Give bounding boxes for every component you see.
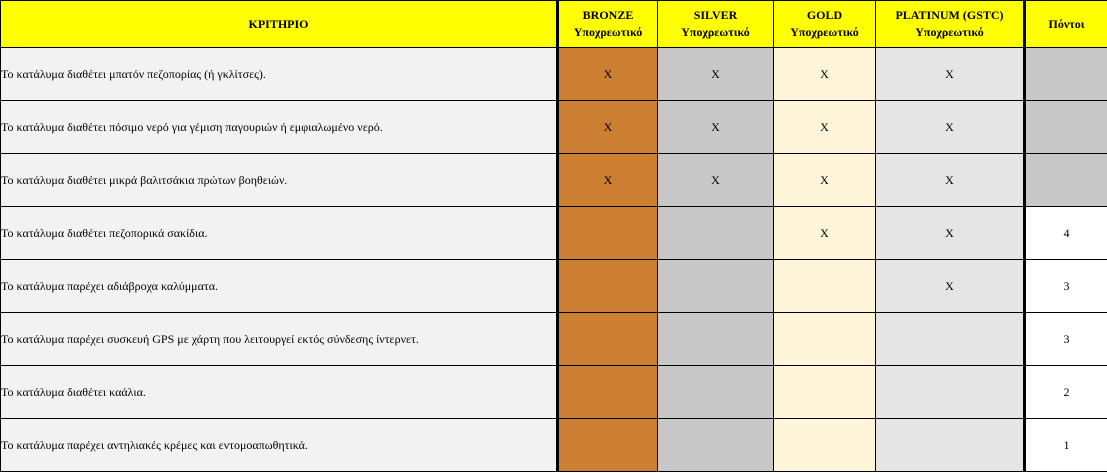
table-row (1, 48, 1107, 101)
table-row (1, 207, 1107, 260)
gold-cell (774, 313, 876, 366)
header-points: Πόντοι (1025, 1, 1107, 48)
points-cell: 2 (1025, 366, 1107, 419)
platinum-cell (876, 419, 1025, 472)
header-silver-mandatory: Υποχρεωτικό (681, 25, 750, 39)
header-bronze (558, 1, 658, 48)
table-row (1, 101, 1107, 154)
header-silver (658, 1, 774, 48)
table-row (1, 313, 1107, 366)
points-cell: 4 (1025, 207, 1107, 260)
header-platinum-mandatory: Υποχρεωτικό (915, 25, 984, 39)
criterion-cell: Το κατάλυμα παρέχει αντηλιακές κρέμες και εντομοαπωθητικά. (1, 419, 558, 472)
silver-cell (658, 419, 774, 472)
bronze-cell (558, 260, 658, 313)
points-cell: 3 (1025, 313, 1107, 366)
criterion-cell: Το κατάλυμα διαθέτει μικρά βαλιτσάκια πρώτων βοηθειών. (1, 154, 558, 207)
gold-cell: X (774, 48, 876, 101)
header-bronze-label: BRONZE (582, 8, 634, 22)
points-cell: 3 (1025, 260, 1107, 313)
bronze-cell (558, 313, 658, 366)
criterion-cell: Το κατάλυμα παρέχει συσκευή GPS με χάρτη που λειτουργεί εκτός σύνδεσης ίντερνετ. (1, 313, 558, 366)
bronze-cell (558, 366, 658, 419)
platinum-cell (876, 366, 1025, 419)
platinum-cell: X (876, 154, 1025, 207)
bronze-cell: X (558, 48, 658, 101)
silver-cell: X (658, 48, 774, 101)
silver-cell: X (658, 154, 774, 207)
bronze-cell (558, 207, 658, 260)
header-gold-label: GOLD (806, 8, 843, 22)
table-row (1, 366, 1107, 419)
table-row (1, 260, 1107, 313)
header-gold (774, 1, 876, 48)
platinum-cell: X (876, 207, 1025, 260)
silver-cell: X (658, 101, 774, 154)
bronze-cell: X (558, 101, 658, 154)
header-platinum (876, 1, 1025, 48)
header-criterion: ΚΡΙΤΗΡΙΟ (1, 1, 558, 48)
bronze-cell (558, 419, 658, 472)
platinum-cell: X (876, 48, 1025, 101)
platinum-cell (876, 313, 1025, 366)
silver-cell (658, 313, 774, 366)
platinum-cell: X (876, 101, 1025, 154)
header-platinum-label: PLATINUM (GSTC) (895, 8, 1004, 22)
header-gold-mandatory: Υποχρεωτικό (790, 25, 859, 39)
gold-cell (774, 260, 876, 313)
header-bronze-mandatory: Υποχρεωτικό (573, 25, 643, 39)
points-cell (1025, 101, 1107, 154)
bronze-cell: X (558, 154, 658, 207)
points-cell (1025, 48, 1107, 101)
criterion-cell: Το κατάλυμα παρέχει αδιάβροχα καλύμματα. (1, 260, 558, 313)
silver-cell (658, 260, 774, 313)
gold-cell: X (774, 207, 876, 260)
platinum-cell: X (876, 260, 1025, 313)
table-row (1, 419, 1107, 472)
header-row (1, 1, 1107, 48)
criterion-cell: Το κατάλυμα διαθέτει πεζοπορικά σακίδια. (1, 207, 558, 260)
gold-cell: X (774, 154, 876, 207)
header-silver-label: SILVER (693, 8, 738, 22)
table-row (1, 154, 1107, 207)
points-cell: 1 (1025, 419, 1107, 472)
silver-cell (658, 207, 774, 260)
silver-cell (658, 366, 774, 419)
criterion-cell: Το κατάλυμα διαθέτει μπατόν πεζοπορίας (ή γκλίτσες). (1, 48, 558, 101)
gold-cell: X (774, 101, 876, 154)
gold-cell (774, 419, 876, 472)
gold-cell (774, 366, 876, 419)
criterion-cell: Το κατάλυμα διαθέτει πόσιμο νερό για γέμιση παγουριών ή εμφιαλωμένο νερό. (1, 101, 558, 154)
points-cell (1025, 154, 1107, 207)
criterion-cell: Το κατάλυμα διαθέτει καάλια. (1, 366, 558, 419)
